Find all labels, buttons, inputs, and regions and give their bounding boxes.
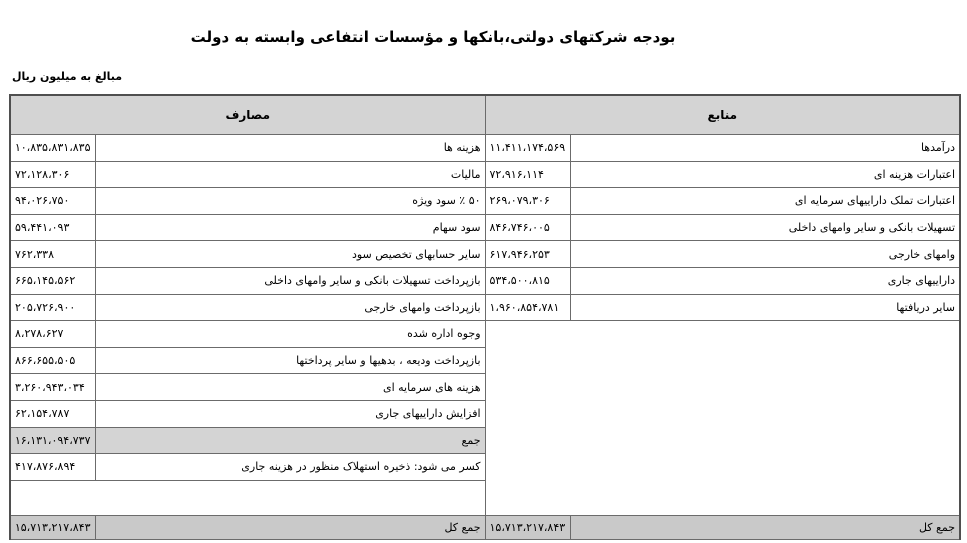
expense-label: افزایش داراییهای جاری	[95, 400, 485, 427]
expense-label: کسر می شود: ذخیره استهلاک منظور در هزینه جاری	[95, 454, 485, 481]
table-header-row	[10, 95, 960, 135]
source-value: ۶۱۷،۹۴۶،۲۵۳	[485, 241, 570, 268]
expense-value: ۸،۲۷۸،۶۲۷	[10, 321, 95, 348]
source-label: اعتبارات تملک داراییهای سرمایه ای	[570, 188, 960, 215]
source-value: ۱۱،۴۱۱،۱۷۴،۵۶۹	[485, 135, 570, 162]
expenses-empty-cell	[10, 480, 485, 515]
expense-value: ۱۰،۸۳۵،۸۳۱،۸۳۵	[10, 135, 95, 162]
expense-grand-total-label: جمع کل	[95, 515, 485, 539]
expense-label: سود سهام	[95, 214, 485, 241]
source-value: ۱،۹۶۰،۸۵۴،۷۸۱	[485, 294, 570, 321]
table-row	[10, 161, 960, 188]
source-value: ۷۲،۹۱۶،۱۱۴	[485, 161, 570, 188]
expense-label: بازپرداخت وامهای خارجی	[95, 294, 485, 321]
expense-value: ۹۴،۰۲۶،۷۵۰	[10, 188, 95, 215]
expense-value: ۷۶۲،۳۳۸	[10, 241, 95, 268]
expenses-header: مصارف	[10, 95, 485, 135]
expense-value: ۸۶۶،۶۵۵،۵۰۵	[10, 347, 95, 374]
expense-value: ۶۶۵،۱۴۵،۵۶۲	[10, 267, 95, 294]
expense-label: سایر حسابهای تخصیص سود	[95, 241, 485, 268]
expense-label: وجوه اداره شده	[95, 321, 485, 348]
table-row	[10, 294, 960, 321]
source-grand-total-value: ۱۵،۷۱۳،۲۱۷،۸۴۳	[485, 515, 570, 539]
source-label: تسهیلات بانکی و سایر وامهای داخلی	[570, 214, 960, 241]
expense-label: مالیات	[95, 161, 485, 188]
source-label: داراییهای جاری	[570, 267, 960, 294]
expense-value: ۶۲،۱۵۴،۷۸۷	[10, 400, 95, 427]
expense-value: ۵۹،۴۴۱،۰۹۳	[10, 214, 95, 241]
source-grand-total-label: جمع کل	[570, 515, 960, 539]
grand-total-row	[10, 515, 960, 539]
source-label: اعتبارات هزینه ای	[570, 161, 960, 188]
expense-value: ۲۰۵،۷۲۶،۹۰۰	[10, 294, 95, 321]
expense-subtotal-label: جمع	[95, 427, 485, 454]
expense-label: بازپرداخت ودیعه ، بدهیها و سایر پرداختها	[95, 347, 485, 374]
expense-label: هزینه ها	[95, 135, 485, 162]
table-row	[10, 135, 960, 162]
expense-grand-total-value: ۱۵،۷۱۳،۲۱۷،۸۴۳	[10, 515, 95, 539]
expense-label: ۵۰ ٪ سود ویژه	[95, 188, 485, 215]
table-row	[10, 321, 960, 348]
table-row	[10, 241, 960, 268]
table-row	[10, 214, 960, 241]
table-row	[10, 188, 960, 215]
expense-label: هزینه های سرمایه ای	[95, 374, 485, 401]
source-label: وامهای خارجی	[570, 241, 960, 268]
source-label: سایر دریافتها	[570, 294, 960, 321]
source-value: ۸۴۶،۷۴۶،۰۰۵	[485, 214, 570, 241]
expense-label: بازپرداخت تسهیلات بانکی و سایر وامهای داخلی	[95, 267, 485, 294]
unit-note: مبالغ به میلیون ریال	[12, 70, 123, 83]
source-value: ۲۶۹،۰۷۹،۳۰۶	[485, 188, 570, 215]
expense-value: ۷۲،۱۲۸،۳۰۶	[10, 161, 95, 188]
sources-header: منابع	[485, 95, 960, 135]
page-title: بودجه شرکتهای دولتی،بانکها و مؤسسات انتفاعی وابسته به دولت	[190, 28, 676, 46]
expense-value: ۴۱۷،۸۷۶،۸۹۴	[10, 454, 95, 481]
expense-value: ۳،۲۶۰،۹۴۳،۰۳۴	[10, 374, 95, 401]
budget-table	[9, 94, 961, 540]
expense-subtotal-value: ۱۶،۱۳۱،۰۹۴،۷۳۷	[10, 427, 95, 454]
sources-empty-area	[485, 321, 960, 516]
table-row	[10, 267, 960, 294]
source-value: ۵۳۴،۵۰۰،۸۱۵	[485, 267, 570, 294]
source-label: درآمدها	[570, 135, 960, 162]
